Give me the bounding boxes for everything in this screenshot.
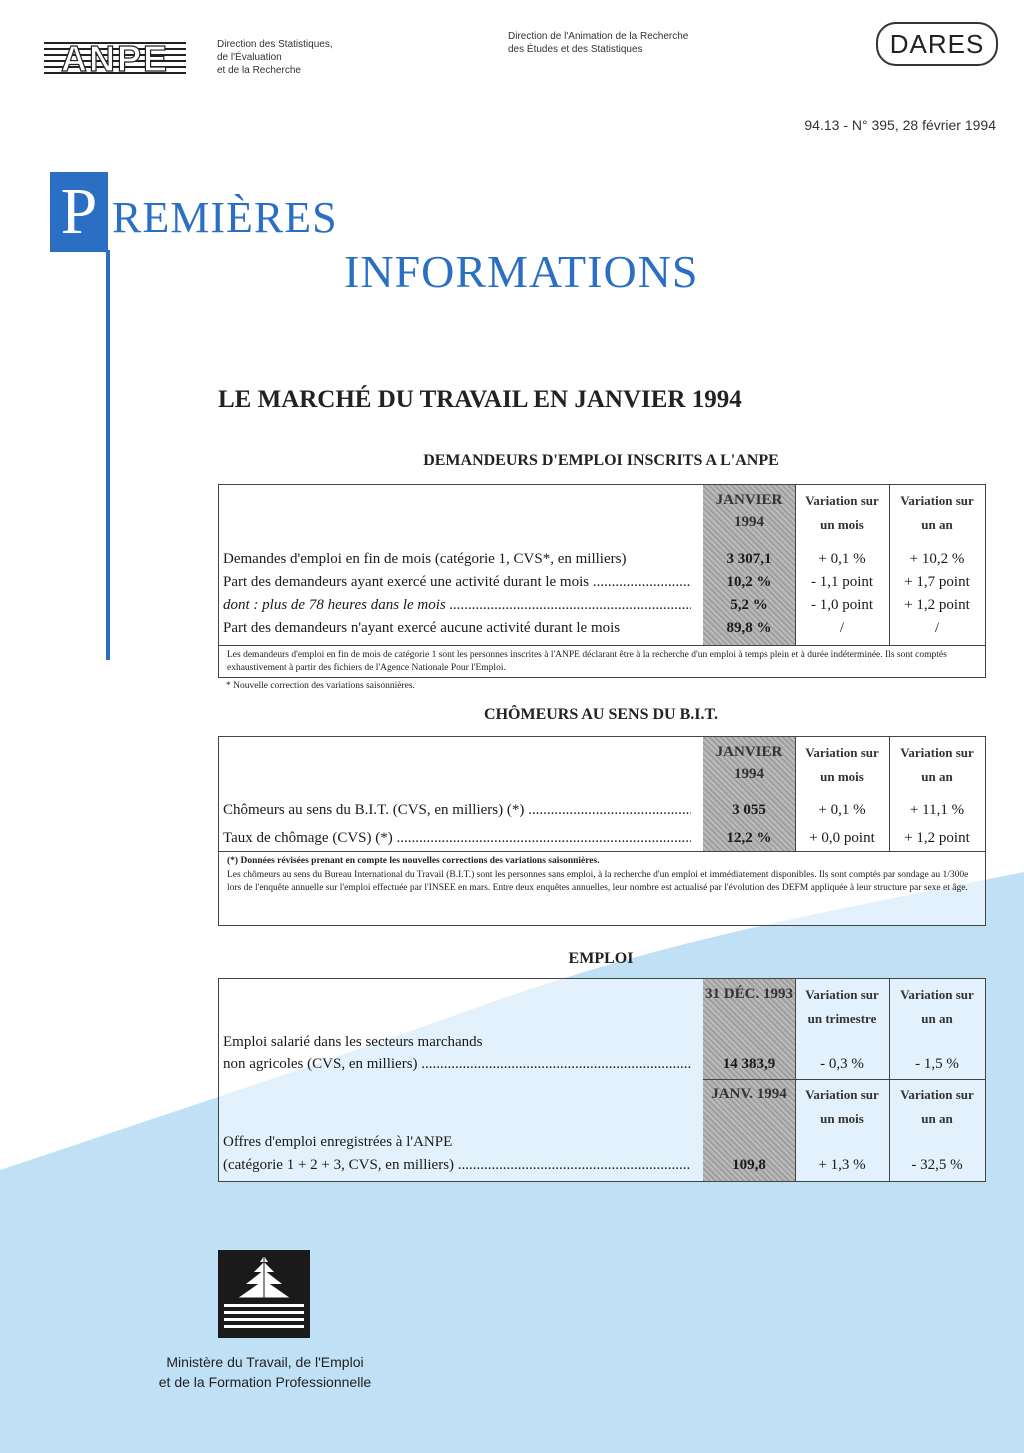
section2-title: CHÔMEURS AU SENS DU B.I.T. xyxy=(484,706,718,723)
section1-row4-month: / xyxy=(839,620,845,636)
section1-row1-month: + 0,1 % xyxy=(818,551,866,567)
svg-text:ANPE: ANPE xyxy=(60,38,170,78)
ministry-logo xyxy=(218,1250,310,1338)
page-title: LE MARCHÉ DU TRAVAIL EN JANVIER 1994 xyxy=(218,386,742,413)
emploi-label-line1: Emploi salarié dans les secteurs marchands xyxy=(223,1034,483,1050)
offres-value: 109,8 xyxy=(732,1157,766,1173)
anpe-dept-line2: de l'Évaluation xyxy=(217,52,282,63)
masthead-rule xyxy=(106,250,110,660)
offres-col-date: JANV. 1994 xyxy=(711,1086,787,1102)
section2-row2-year: + 1,2 point xyxy=(904,830,970,846)
section2-row1-label: Chômeurs au sens du B.I.T. (CVS, en milliers) (*) ..... xyxy=(223,799,691,821)
section3-table xyxy=(218,978,986,1182)
section1-row1-label: Demandes d'emploi en fin de mois (catégorie 1, CVS*, en milliers) xyxy=(223,551,627,567)
section1-table xyxy=(218,484,986,678)
section1-col-month: Variation sur un mois xyxy=(805,493,879,532)
section1-row2-year: + 1,7 point xyxy=(904,574,970,590)
section1-note: Les demandeurs d'emploi en fin de mois de catégorie 1 sont les personnes inscrites à l'ANPE déclarant être à la recherche d'un emploi à temps plein et à durée indéterminée. Ils sont comptés exhaustivement à partir des fichiers de l'Agence Nationale Pour l'Emploi. xyxy=(227,650,947,673)
dares-dept-line2: des Études et des Statistiques xyxy=(508,44,643,55)
section1-row3-label: dont : plus de 78 heures dans le mois ..... xyxy=(223,594,691,616)
masthead-line2: INFORMATIONS xyxy=(344,246,699,297)
anpe-dept-line1: Direction des Statistiques, xyxy=(217,39,333,50)
anpe-department xyxy=(217,38,387,77)
section1-row2-value: 10,2 % xyxy=(726,574,772,590)
section1-title: DEMANDEURS D'EMPLOI INSCRITS A L'ANPE xyxy=(423,452,779,469)
masthead-initial: P xyxy=(50,172,108,252)
section1-row1-year: + 10,2 % xyxy=(909,551,965,567)
section3-title: EMPLOI xyxy=(568,950,634,967)
offres-var-year: - 32,5 % xyxy=(911,1157,963,1173)
section1-row2-label: Part des demandeurs ayant exercé une activité durant le mois ..... xyxy=(223,571,691,593)
section2-col-date: JANVIER 1994 xyxy=(715,744,783,782)
section2-row1-month: + 0,1 % xyxy=(818,802,866,818)
section1-row4-label: Part des demandeurs n'ayant exercé aucune activité durant le mois xyxy=(223,620,621,636)
section2-row2-label: Taux de chômage (CVS) (*) ..... xyxy=(223,827,691,849)
offres-var-month: + 1,3 % xyxy=(818,1157,866,1173)
dares-department xyxy=(508,30,778,56)
section1-row3-month: - 1,0 point xyxy=(810,597,874,613)
section2-col-year: Variation sur un an xyxy=(900,745,974,784)
masthead-line1: REMIÈRES xyxy=(112,193,338,242)
emploi-var-year: - 1,5 % xyxy=(915,1056,959,1072)
section2-row2-month: + 0,0 point xyxy=(809,830,875,846)
emploi-value: 14 383,9 xyxy=(722,1056,776,1072)
ministry-name xyxy=(110,1352,420,1392)
section1-row1-value: 3 307,1 xyxy=(726,551,772,567)
section1-row3-value: 5,2 % xyxy=(730,597,768,613)
section1-row4-year: / xyxy=(934,620,940,636)
section2-col-month: Variation sur un mois xyxy=(805,745,879,784)
anpe-logo xyxy=(44,38,186,78)
section2-table xyxy=(218,736,986,926)
section1-footnote: * Nouvelle correction des variations saisonnières. xyxy=(226,681,415,691)
offres-label-line2: (catégorie 1 + 2 + 3, CVS, en milliers) ..... xyxy=(223,1154,691,1176)
section1-row3-year: + 1,2 point xyxy=(904,597,970,613)
emploi-col-date: 31 DÉC. 1993 xyxy=(705,986,793,1002)
section1-col-date: JANVIER 1994 xyxy=(715,492,783,530)
issue-number: 94.13 - N° 395, 28 février 1994 xyxy=(804,117,996,133)
section1-col-year: Variation sur un an xyxy=(900,493,974,532)
emploi-var-quarter: - 0,3 % xyxy=(820,1056,864,1072)
section2-note2: Les chômeurs au sens du Bureau International du Travail (B.I.T.) sont les personnes sans emploi, à la recherche d'un emploi et immédiatement disponibles. Ils sont comptés par sondage au 1/300e lors de l'enquête annuelle sur l'emploi effectuée par l'INSEE en mars. Entre deux enquêtes annuelles, leur nombre est actualisé par l'évolution des DEFM appliquée à leur structure par sexe et âge. xyxy=(227,870,969,893)
emploi-col-year: Variation sur un an xyxy=(900,987,974,1026)
section3-value-column xyxy=(703,979,795,1181)
dares-dept-line1: Direction de l'Animation de la Recherche xyxy=(508,31,689,42)
section1-row4-value: 89,8 % xyxy=(726,620,772,636)
section2-note1: (*) Données révisées prenant en compte les nouvelles corrections des variations saisonnières. xyxy=(227,856,600,866)
dares-logo: DARES xyxy=(876,22,998,66)
offres-col-year: Variation sur un an xyxy=(900,1087,974,1126)
section2-row1-value: 3 055 xyxy=(732,802,766,818)
anpe-dept-line3: et de la Recherche xyxy=(217,65,301,76)
section1-row2-month: - 1,1 point xyxy=(810,574,874,590)
ministry-name-line1: Ministère du Travail, de l'Emploi xyxy=(166,1354,364,1370)
section2-row2-value: 12,2 % xyxy=(726,830,772,846)
ministry-name-line2: et de la Formation Professionnelle xyxy=(158,1374,372,1390)
section2-row1-year: + 11,1 % xyxy=(909,802,965,818)
emploi-col-quarter: Variation sur un trimestre xyxy=(805,987,879,1026)
offres-col-month: Variation sur un mois xyxy=(805,1087,879,1126)
offres-label-line1: Offres d'emploi enregistrées à l'ANPE xyxy=(223,1134,453,1150)
emploi-label-line2: non agricoles (CVS, en milliers) ..... xyxy=(223,1053,691,1075)
